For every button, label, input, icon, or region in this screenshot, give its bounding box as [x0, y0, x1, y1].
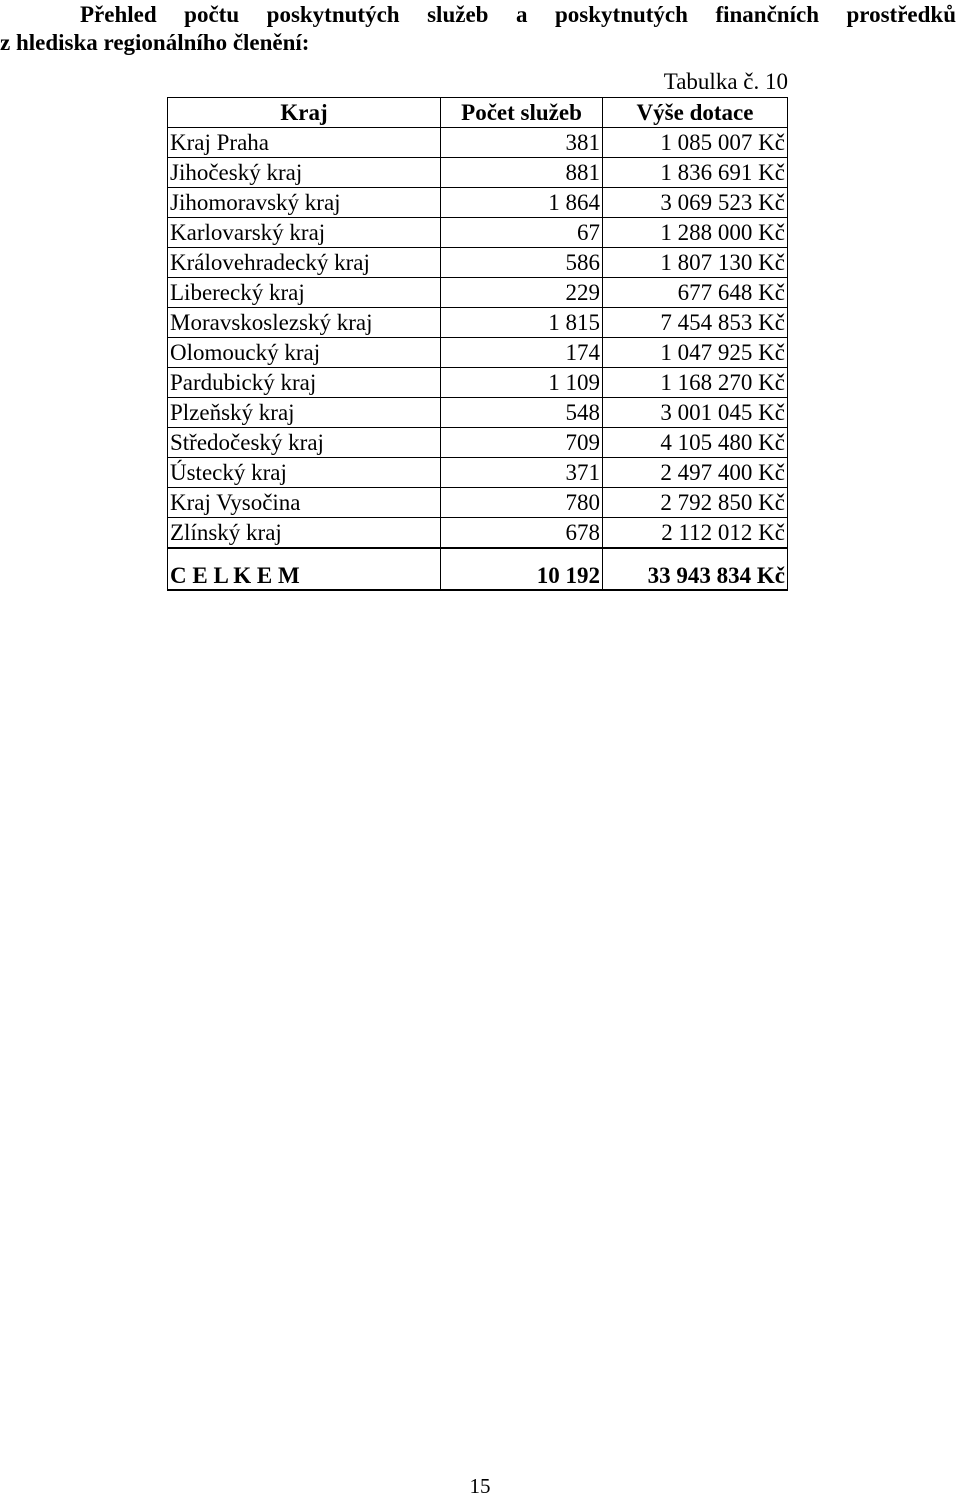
total-pocet: 10 192 — [441, 548, 603, 590]
table-row — [168, 458, 788, 488]
cell-kraj: Karlovarský kraj — [168, 218, 441, 248]
cell-vyse: 1 085 007 Kč — [603, 128, 788, 158]
cell-pocet: 780 — [441, 488, 603, 518]
table-total-row — [168, 548, 788, 590]
heading-line-2: z hlediska regionálního členění: — [0, 30, 310, 55]
cell-kraj: Královehradecký kraj — [168, 248, 441, 278]
cell-pocet: 881 — [441, 158, 603, 188]
cell-pocet: 709 — [441, 428, 603, 458]
table-row — [168, 188, 788, 218]
table-row — [168, 518, 788, 549]
cell-vyse: 3 001 045 Kč — [603, 398, 788, 428]
cell-pocet: 548 — [441, 398, 603, 428]
cell-pocet: 678 — [441, 518, 603, 549]
cell-vyse: 7 454 853 Kč — [603, 308, 788, 338]
cell-kraj: Olomoucký kraj — [168, 338, 441, 368]
cell-pocet: 371 — [441, 458, 603, 488]
cell-kraj: Jihomoravský kraj — [168, 188, 441, 218]
cell-pocet: 381 — [441, 128, 603, 158]
cell-kraj: Kraj Vysočina — [168, 488, 441, 518]
cell-pocet: 1 109 — [441, 368, 603, 398]
cell-kraj: Moravskoslezský kraj — [168, 308, 441, 338]
header-kraj: Kraj — [168, 98, 441, 128]
table-row — [168, 158, 788, 188]
header-vyse-dotace: Výše dotace — [603, 98, 788, 128]
document-heading — [0, 0, 960, 57]
total-label: C E L K E M — [168, 548, 441, 590]
cell-kraj: Ústecký kraj — [168, 458, 441, 488]
table-row — [168, 218, 788, 248]
header-pocet-sluzeb: Počet služeb — [441, 98, 603, 128]
cell-vyse: 2 497 400 Kč — [603, 458, 788, 488]
cell-vyse: 3 069 523 Kč — [603, 188, 788, 218]
table-row — [168, 248, 788, 278]
table-row — [168, 278, 788, 308]
cell-kraj: Plzeňský kraj — [168, 398, 441, 428]
table-row — [168, 428, 788, 458]
table-row — [168, 488, 788, 518]
table-caption: Tabulka č. 10 — [663, 69, 788, 94]
cell-pocet: 229 — [441, 278, 603, 308]
cell-pocet: 1 864 — [441, 188, 603, 218]
cell-vyse: 4 105 480 Kč — [603, 428, 788, 458]
cell-vyse: 677 648 Kč — [603, 278, 788, 308]
cell-vyse: 1 047 925 Kč — [603, 338, 788, 368]
total-vyse: 33 943 834 Kč — [603, 548, 788, 590]
heading-line-1: Přehled počtu poskytnutých služeb a poskytnutých finančních prostředků — [80, 2, 956, 27]
table-header-row — [168, 98, 788, 128]
regional-services-table — [167, 97, 788, 591]
table-row — [168, 398, 788, 428]
cell-kraj: Středočeský kraj — [168, 428, 441, 458]
cell-vyse: 1 288 000 Kč — [603, 218, 788, 248]
cell-vyse: 1 807 130 Kč — [603, 248, 788, 278]
cell-kraj: Zlínský kraj — [168, 518, 441, 549]
cell-vyse: 2 112 012 Kč — [603, 518, 788, 549]
cell-vyse: 1 168 270 Kč — [603, 368, 788, 398]
table-row — [168, 368, 788, 398]
cell-kraj: Jihočeský kraj — [168, 158, 441, 188]
cell-pocet: 1 815 — [441, 308, 603, 338]
table-row — [168, 128, 788, 158]
cell-pocet: 67 — [441, 218, 603, 248]
cell-vyse: 2 792 850 Kč — [603, 488, 788, 518]
cell-kraj: Liberecký kraj — [168, 278, 441, 308]
table-row — [168, 308, 788, 338]
cell-kraj: Kraj Praha — [168, 128, 441, 158]
cell-kraj: Pardubický kraj — [168, 368, 441, 398]
cell-pocet: 586 — [441, 248, 603, 278]
table-row — [168, 338, 788, 368]
cell-pocet: 174 — [441, 338, 603, 368]
page-number: 15 — [469, 1474, 491, 1498]
cell-vyse: 1 836 691 Kč — [603, 158, 788, 188]
